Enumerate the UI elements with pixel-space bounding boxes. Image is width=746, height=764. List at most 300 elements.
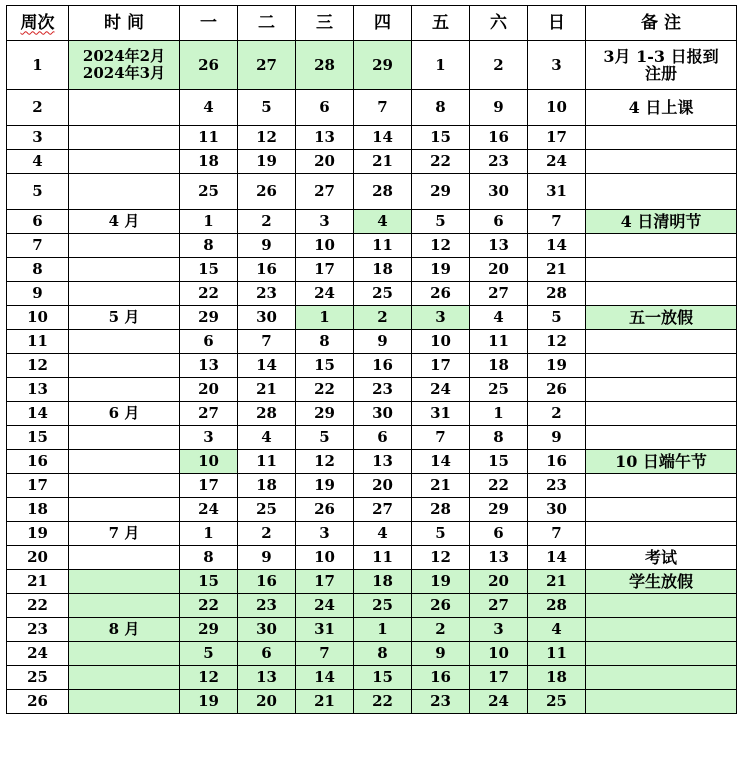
table-row [7,618,737,642]
table-row [7,90,737,126]
day-cell: 24 [528,150,586,174]
day-cell: 1 [296,306,354,330]
day-cell: 28 [528,594,586,618]
day-cell: 31 [528,174,586,210]
month-cell: 2024年2月 2024年3月 [69,41,180,90]
week-number: 22 [7,594,69,618]
table-row [7,402,737,426]
week-number: 17 [7,474,69,498]
semester-calendar-table [6,5,737,714]
note-cell [586,522,737,546]
day-cell: 30 [354,402,412,426]
day-cell: 3 [296,210,354,234]
day-cell: 19 [180,690,238,714]
day-cell: 19 [296,474,354,498]
day-cell: 4 [528,618,586,642]
day-cell: 2 [528,402,586,426]
day-cell: 15 [180,570,238,594]
day-cell: 11 [470,330,528,354]
week-number: 12 [7,354,69,378]
day-cell: 1 [180,210,238,234]
day-cell: 24 [470,690,528,714]
day-cell: 16 [238,258,296,282]
week-number: 18 [7,498,69,522]
day-cell: 10 [180,450,238,474]
day-cell: 25 [354,282,412,306]
day-cell: 8 [412,90,470,126]
table-row [7,210,737,234]
table-row [7,498,737,522]
month-cell [69,426,180,450]
day-cell: 15 [470,450,528,474]
day-cell: 26 [296,498,354,522]
day-cell: 24 [180,498,238,522]
header-wed: 三 [296,6,354,41]
day-cell: 29 [412,174,470,210]
day-cell: 9 [238,546,296,570]
day-cell: 13 [238,666,296,690]
day-cell: 6 [238,642,296,666]
day-cell: 19 [528,354,586,378]
note-cell [586,330,737,354]
month-cell [69,642,180,666]
month-cell [69,594,180,618]
day-cell: 13 [180,354,238,378]
table-row [7,522,737,546]
day-cell: 6 [296,90,354,126]
day-cell: 27 [238,41,296,90]
day-cell: 18 [354,258,412,282]
day-cell: 17 [296,570,354,594]
day-cell: 31 [412,402,470,426]
day-cell: 20 [470,258,528,282]
month-cell [69,498,180,522]
month-cell [69,174,180,210]
day-cell: 7 [296,642,354,666]
day-cell: 2 [412,618,470,642]
day-cell: 5 [412,210,470,234]
day-cell: 17 [296,258,354,282]
day-cell: 7 [354,90,412,126]
day-cell: 17 [528,126,586,150]
day-cell: 12 [412,234,470,258]
day-cell: 30 [528,498,586,522]
day-cell: 9 [528,426,586,450]
note-cell [586,354,737,378]
day-cell: 25 [180,174,238,210]
note-cell [586,666,737,690]
day-cell: 20 [470,570,528,594]
day-cell: 2 [238,210,296,234]
day-cell: 4 [354,210,412,234]
day-cell: 2 [470,41,528,90]
table-row [7,174,737,210]
day-cell: 14 [354,126,412,150]
week-number: 19 [7,522,69,546]
day-cell: 22 [470,474,528,498]
day-cell: 10 [412,330,470,354]
day-cell: 12 [296,450,354,474]
week-number: 15 [7,426,69,450]
header-time: 时 间 [69,6,180,41]
month-cell [69,354,180,378]
day-cell: 8 [180,234,238,258]
day-cell: 29 [470,498,528,522]
day-cell: 3 [528,41,586,90]
table-row [7,306,737,330]
week-number: 9 [7,282,69,306]
day-cell: 1 [412,41,470,90]
day-cell: 3 [470,618,528,642]
day-cell: 24 [412,378,470,402]
week-number: 13 [7,378,69,402]
day-cell: 24 [296,594,354,618]
day-cell: 23 [470,150,528,174]
day-cell: 1 [180,522,238,546]
note-cell [586,426,737,450]
day-cell: 1 [354,618,412,642]
month-cell [69,666,180,690]
day-cell: 21 [528,258,586,282]
week-number: 21 [7,570,69,594]
table-row [7,666,737,690]
day-cell: 11 [354,234,412,258]
day-cell: 11 [354,546,412,570]
day-cell: 21 [238,378,296,402]
note-cell [586,378,737,402]
month-cell [69,474,180,498]
month-cell: 6 月 [69,402,180,426]
day-cell: 18 [180,150,238,174]
day-cell: 14 [412,450,470,474]
month-cell [69,90,180,126]
week-number: 8 [7,258,69,282]
day-cell: 12 [528,330,586,354]
note-cell [586,234,737,258]
week-number: 14 [7,402,69,426]
day-cell: 25 [528,690,586,714]
week-number: 7 [7,234,69,258]
day-cell: 16 [238,570,296,594]
note-cell: 考试 [586,546,737,570]
header-week-label: 周次 [20,12,55,33]
note-cell: 3月 1-3 日报到 注册 [586,41,737,90]
day-cell: 20 [180,378,238,402]
day-cell: 23 [238,594,296,618]
day-cell: 11 [528,642,586,666]
day-cell: 4 [470,306,528,330]
day-cell: 8 [354,642,412,666]
day-cell: 30 [238,618,296,642]
month-cell [69,234,180,258]
month-cell: 4 月 [69,210,180,234]
day-cell: 7 [528,522,586,546]
day-cell: 25 [354,594,412,618]
table-row [7,126,737,150]
day-cell: 13 [470,546,528,570]
day-cell: 16 [354,354,412,378]
day-cell: 9 [354,330,412,354]
table-row [7,546,737,570]
table-row [7,150,737,174]
day-cell: 9 [238,234,296,258]
month-cell [69,450,180,474]
day-cell: 16 [528,450,586,474]
table-row [7,474,737,498]
note-cell [586,594,737,618]
day-cell: 21 [354,150,412,174]
month-cell: 8 月 [69,618,180,642]
day-cell: 23 [528,474,586,498]
day-cell: 29 [296,402,354,426]
day-cell: 7 [412,426,470,450]
day-cell: 21 [412,474,470,498]
day-cell: 22 [180,594,238,618]
header-thu: 四 [354,6,412,41]
table-row [7,234,737,258]
day-cell: 5 [528,306,586,330]
day-cell: 5 [238,90,296,126]
day-cell: 28 [354,174,412,210]
day-cell: 16 [470,126,528,150]
week-number: 20 [7,546,69,570]
week-number: 11 [7,330,69,354]
day-cell: 25 [470,378,528,402]
calendar-wrapper [6,5,737,714]
header-notes: 备 注 [586,6,737,41]
week-number: 3 [7,126,69,150]
header-sat: 六 [470,6,528,41]
month-cell [69,258,180,282]
day-cell: 28 [412,498,470,522]
day-cell: 8 [296,330,354,354]
month-cell: 5 月 [69,306,180,330]
note-cell [586,642,737,666]
week-number: 2 [7,90,69,126]
note-cell [586,498,737,522]
day-cell: 15 [180,258,238,282]
day-cell: 3 [412,306,470,330]
day-cell: 12 [238,126,296,150]
day-cell: 26 [412,282,470,306]
day-cell: 28 [528,282,586,306]
header-row [7,6,737,41]
day-cell: 12 [412,546,470,570]
day-cell: 8 [470,426,528,450]
day-cell: 20 [296,150,354,174]
day-cell: 28 [238,402,296,426]
note-cell [586,474,737,498]
day-cell: 23 [412,690,470,714]
day-cell: 19 [412,570,470,594]
day-cell: 7 [528,210,586,234]
week-number: 25 [7,666,69,690]
day-cell: 29 [180,618,238,642]
day-cell: 18 [354,570,412,594]
header-tue: 二 [238,6,296,41]
note-cell: 4 日清明节 [586,210,737,234]
note-cell [586,282,737,306]
day-cell: 10 [296,234,354,258]
month-cell [69,150,180,174]
month-cell [69,282,180,306]
day-cell: 11 [180,126,238,150]
header-mon: 一 [180,6,238,41]
header-sun: 日 [528,6,586,41]
day-cell: 18 [470,354,528,378]
day-cell: 20 [354,474,412,498]
month-cell [69,546,180,570]
day-cell: 15 [412,126,470,150]
day-cell: 29 [354,41,412,90]
day-cell: 9 [470,90,528,126]
note-cell [586,150,737,174]
table-row [7,41,737,90]
day-cell: 12 [180,666,238,690]
day-cell: 24 [296,282,354,306]
table-row [7,450,737,474]
week-number: 1 [7,41,69,90]
day-cell: 5 [296,426,354,450]
day-cell: 21 [528,570,586,594]
table-row [7,642,737,666]
day-cell: 7 [238,330,296,354]
week-number: 4 [7,150,69,174]
note-cell [586,618,737,642]
day-cell: 2 [238,522,296,546]
day-cell: 23 [354,378,412,402]
note-cell: 学生放假 [586,570,737,594]
day-cell: 17 [470,666,528,690]
day-cell: 15 [354,666,412,690]
day-cell: 19 [238,150,296,174]
note-cell: 五一放假 [586,306,737,330]
day-cell: 30 [470,174,528,210]
note-cell [586,258,737,282]
day-cell: 18 [238,474,296,498]
day-cell: 8 [180,546,238,570]
table-row [7,594,737,618]
day-cell: 27 [296,174,354,210]
month-cell [69,690,180,714]
day-cell: 23 [238,282,296,306]
note-cell [586,126,737,150]
day-cell: 17 [180,474,238,498]
note-cell [586,174,737,210]
month-cell [69,126,180,150]
day-cell: 22 [296,378,354,402]
day-cell: 13 [354,450,412,474]
day-cell: 26 [238,174,296,210]
day-cell: 6 [354,426,412,450]
header-week [7,6,69,41]
week-number: 6 [7,210,69,234]
day-cell: 16 [412,666,470,690]
month-cell: 7 月 [69,522,180,546]
month-cell [69,570,180,594]
day-cell: 10 [528,90,586,126]
day-cell: 15 [296,354,354,378]
week-number: 24 [7,642,69,666]
day-cell: 31 [296,618,354,642]
day-cell: 13 [470,234,528,258]
day-cell: 14 [528,234,586,258]
day-cell: 18 [528,666,586,690]
day-cell: 30 [238,306,296,330]
day-cell: 17 [412,354,470,378]
day-cell: 29 [180,306,238,330]
day-cell: 19 [412,258,470,282]
week-number: 16 [7,450,69,474]
day-cell: 27 [470,594,528,618]
day-cell: 6 [470,522,528,546]
day-cell: 10 [470,642,528,666]
note-cell: 10 日端午节 [586,450,737,474]
day-cell: 6 [470,210,528,234]
table-row [7,282,737,306]
week-number: 10 [7,306,69,330]
header-fri: 五 [412,6,470,41]
day-cell: 22 [180,282,238,306]
week-number: 26 [7,690,69,714]
day-cell: 5 [180,642,238,666]
day-cell: 27 [470,282,528,306]
day-cell: 22 [412,150,470,174]
table-row [7,258,737,282]
month-cell [69,378,180,402]
table-row [7,330,737,354]
day-cell: 13 [296,126,354,150]
table-row [7,690,737,714]
day-cell: 5 [412,522,470,546]
day-cell: 26 [412,594,470,618]
day-cell: 4 [238,426,296,450]
day-cell: 20 [238,690,296,714]
day-cell: 3 [296,522,354,546]
day-cell: 6 [180,330,238,354]
day-cell: 4 [180,90,238,126]
table-row [7,426,737,450]
note-cell: 4 日上课 [586,90,737,126]
week-number: 23 [7,618,69,642]
month-cell [69,330,180,354]
day-cell: 10 [296,546,354,570]
day-cell: 27 [180,402,238,426]
day-cell: 3 [180,426,238,450]
day-cell: 4 [354,522,412,546]
day-cell: 14 [296,666,354,690]
day-cell: 14 [528,546,586,570]
day-cell: 26 [180,41,238,90]
day-cell: 21 [296,690,354,714]
day-cell: 22 [354,690,412,714]
day-cell: 25 [238,498,296,522]
table-row [7,570,737,594]
day-cell: 26 [528,378,586,402]
day-cell: 11 [238,450,296,474]
table-row [7,354,737,378]
note-cell [586,690,737,714]
day-cell: 14 [238,354,296,378]
day-cell: 28 [296,41,354,90]
day-cell: 27 [354,498,412,522]
calendar-body [7,41,737,714]
day-cell: 1 [470,402,528,426]
note-cell [586,402,737,426]
week-number: 5 [7,174,69,210]
table-row [7,378,737,402]
day-cell: 9 [412,642,470,666]
